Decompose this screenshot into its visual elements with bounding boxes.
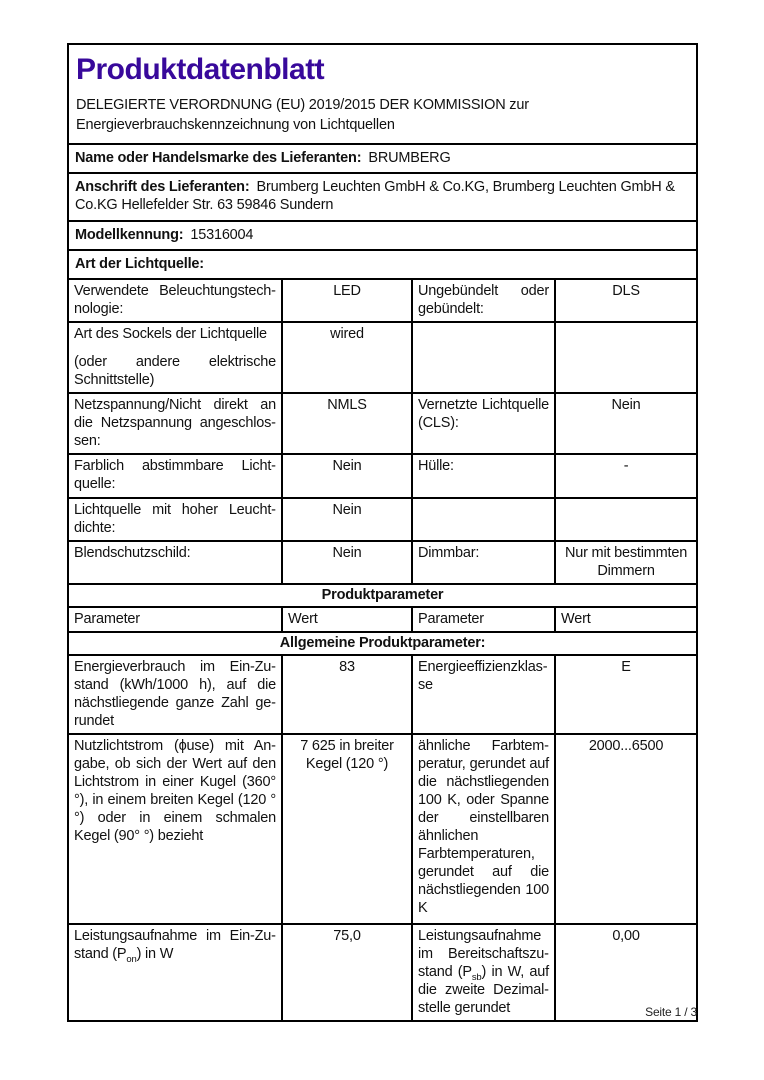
column-header-row — [68, 607, 697, 632]
table-row — [68, 734, 697, 924]
param-cell: Hülle: — [412, 454, 555, 498]
table-row — [68, 498, 697, 541]
value-cell: Nein — [282, 541, 412, 584]
value-cell: NMLS — [282, 393, 412, 454]
value-cell: wired — [282, 322, 412, 393]
param-cell — [412, 322, 555, 393]
param-cell: Leistungsaufnahme im Bereitschaftszustand $(P_{sb})$ in W, auf die zweite Dezimalstelle gerundet — [412, 924, 555, 1021]
value-cell: Nein — [555, 393, 697, 454]
param-cell: ähnliche Farbtemperatur, gerundet auf die nächstliegenden 100 K, oder Spanne der einstellbaren ähnlichen Farbtemperaturen, gerundet auf die nächstliegenden 100 K — [412, 734, 555, 924]
page-footer — [645, 1005, 697, 1019]
param-cell: Vernetzte Lichtquelle (CLS): — [412, 393, 555, 454]
param-cell: Lichtquelle mit hoher Leuchtdichte: — [68, 498, 282, 541]
value-cell: Nur mit bestimmten Dimmern — [555, 541, 697, 584]
param-cell: Dimmbar: — [412, 541, 555, 584]
table-row — [68, 655, 697, 734]
param-cell: Leistungsaufnahme im Ein-Zustand $(P_{on})$ in W — [68, 924, 282, 1021]
subsection-header-row — [68, 632, 697, 655]
value-cell: Nein — [282, 454, 412, 498]
param-cell — [68, 322, 282, 393]
value-cell: 83 — [282, 655, 412, 734]
supplier-name-value: BRUMBERG — [368, 150, 451, 166]
table-row — [68, 393, 697, 454]
supplier-address-cell — [68, 173, 697, 221]
value-cell: 0,00 — [555, 924, 697, 1021]
table-row — [68, 322, 697, 393]
datasheet-table — [67, 43, 698, 1022]
value-cell: - — [555, 454, 697, 498]
model-id-cell — [68, 221, 697, 250]
title-row — [68, 44, 697, 144]
light-source-type-row — [68, 250, 697, 279]
value-cell: LED — [282, 279, 412, 322]
param-cell: Energieverbrauch im Ein-Zustand (kWh/1000 h), auf die nächstliegende ganze Zahl gerundet — [68, 655, 282, 734]
value-cell: 75,0 — [282, 924, 412, 1021]
light-source-type-label: Art der Lichtquelle: — [75, 256, 204, 272]
supplier-address-value: Brumberg Leuchten GmbH & Co.KG, Brumberg Leuchten GmbH & Co.KG Hellefelder Str. 63 59846 Sundern — [75, 179, 675, 213]
supplier-name-label: Name oder Handelsmarke des Lieferanten: — [75, 150, 362, 166]
page-title: Produktdatenblatt — [76, 53, 325, 86]
param-cell: Nutzlichtstrom (ϕuse) mit Angabe, ob sich der Wert auf den Lichtstrom in einer Kugel (360° °), in einem breiten Kegel (120 °°) oder in einem schmalen Kegel (90° °) bezieht — [68, 734, 282, 924]
subsection-title: Allgemeine Produktparameter: — [68, 632, 697, 655]
socket-type-line2: (oder andere elektrische Schnittstelle) — [74, 354, 276, 388]
supplier-address-label: Anschrift des Lieferanten: — [75, 179, 250, 195]
param-cell: Netzspannung/Nicht direkt an die Netzspannung angeschlossen: — [68, 393, 282, 454]
value-cell: 2000...6500 — [555, 734, 697, 924]
param-cell: Energieeffizienzklasse — [412, 655, 555, 734]
model-id-label: Modellkennung: — [75, 227, 184, 243]
param-cell — [412, 498, 555, 541]
table-row — [68, 454, 697, 498]
page-number: Seite 1 / 3 — [645, 1005, 697, 1019]
value-cell: 7 625 in breiter Kegel (120 °) — [282, 734, 412, 924]
column-header: Parameter — [412, 607, 555, 632]
model-id-value: 15316004 — [190, 227, 254, 243]
value-cell: DLS — [555, 279, 697, 322]
section-title: Produktparameter — [68, 584, 697, 607]
title-cell — [68, 44, 697, 144]
supplier-name-row — [68, 144, 697, 173]
supplier-address-row — [68, 173, 697, 221]
param-cell: Farblich abstimmbare Lichtquelle: — [68, 454, 282, 498]
regulation-subtitle — [76, 96, 689, 135]
table-row — [68, 541, 697, 584]
socket-type-line1: Art des Sockels der Lichtquelle — [74, 326, 267, 342]
regulation-subtitle-line1: DELEGIERTE VERORDNUNG (EU) 2019/2015 DER KOMMISSION zur — [76, 97, 529, 113]
section-header-row — [68, 584, 697, 607]
value-cell: Nein — [282, 498, 412, 541]
table-row — [68, 279, 697, 322]
param-cell: Blendschutzschild: — [68, 541, 282, 584]
regulation-subtitle-line2: Energieverbrauchskennzeichnung von Lichtquellen — [76, 116, 395, 133]
model-id-row — [68, 221, 697, 250]
supplier-name-cell — [68, 144, 697, 173]
column-header: Wert — [282, 607, 412, 632]
value-cell: E — [555, 655, 697, 734]
value-cell — [555, 322, 697, 393]
column-header: Wert — [555, 607, 697, 632]
column-header: Parameter — [68, 607, 282, 632]
table-row — [68, 924, 697, 1021]
light-source-type-cell — [68, 250, 697, 279]
param-cell: Ungebündelt oder gebündelt: — [412, 279, 555, 322]
param-cell: Verwendete Beleuchtungstechnologie: — [68, 279, 282, 322]
value-cell — [555, 498, 697, 541]
